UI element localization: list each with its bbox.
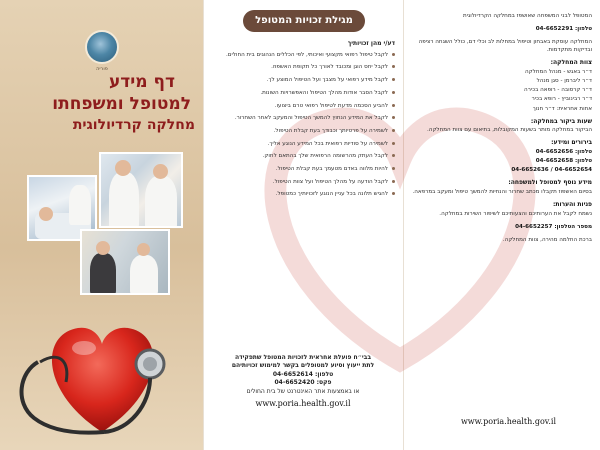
cover-title-line1: דף מידע bbox=[108, 72, 175, 92]
contact-site-note: או באמצעות אתר האינטרנט של בית החולים bbox=[246, 387, 360, 395]
website-link[interactable]: www.poria.health.gov.il bbox=[255, 398, 351, 408]
staff-item: ד״ר באגש - מנהל המחלקה bbox=[525, 69, 592, 76]
final-text: ברכת החלמה מהירה, צוות המחלקה. bbox=[502, 237, 592, 244]
department-info-text bbox=[412, 12, 592, 249]
photo-consultation bbox=[80, 229, 170, 295]
list-item: להביע הסכמה מדעת לטיפול רפואי טרם ביצועו. bbox=[211, 102, 395, 110]
contact-line-2: לתת ייעוץ וסיוע למטופלים בקשר למימוש זכויותיהם bbox=[231, 362, 375, 370]
staff-item: ד״ר ליברמן - סגן מנהל bbox=[536, 78, 592, 85]
list-item: להיות מלווה באדם מטעמך בעת קבלת הטיפול. bbox=[211, 165, 395, 173]
contact-fax: פקס: 04-6652420 bbox=[274, 379, 332, 387]
feedback-text: נשמח לקבל את הערותיכם והצעותיכם לשיפור השירות במחלקה. bbox=[439, 210, 592, 217]
feedback-title: פניות והערות: bbox=[552, 201, 592, 209]
list-item: לקבל הסבר אודות מהלך הטיפול והאפשרויות השונות. bbox=[211, 89, 395, 97]
final-phone: מספר הטלפון: 04-6652257 bbox=[515, 224, 592, 231]
rights-list bbox=[211, 40, 395, 203]
staff-item: ד״ר קרסובה - רופאה בכירה bbox=[524, 87, 592, 94]
list-item: לקבל את המידע הנחוץ להמשך הטיפול והמעקב לאחר השחרור. bbox=[211, 114, 395, 122]
list-item: לקבל העתק מהרשומה הרפואית שלך בהתאם לחוק. bbox=[211, 152, 395, 160]
rights-heading: מגילת זכויות המטופל bbox=[243, 10, 365, 32]
cover-title-line3: מחלקה קרדיולוגית bbox=[72, 117, 195, 133]
rights-subheading: דע/י מהן זכויותיך bbox=[347, 40, 395, 47]
list-item: לקבל מידע רפואי על מצבך ועל הטיפול המוצע לך. bbox=[211, 76, 395, 84]
cover-title-line2: למטופל ומשפחתו bbox=[52, 94, 191, 114]
department-info-panel bbox=[405, 0, 600, 450]
contact-phone: טלפון: 04-6652614 bbox=[272, 370, 334, 378]
contact-title: בירורים ומידע: bbox=[551, 139, 592, 147]
list-item: להגיש תלונה בכל עניין הנוגע לזכויותיך כמטופל. bbox=[211, 190, 395, 198]
list-item: לשמירה על סודיות רפואית בכל המידע הנוגע אליך. bbox=[211, 140, 395, 148]
list-item: לקבל יחס הוגן ומכובד לאורך כל תקופת האשפוז. bbox=[211, 63, 395, 71]
contact-phone-3: 04-6652654 / 04-6652636 bbox=[511, 167, 592, 174]
list-item: לשמירה על פרטיותך וכבודך בעת קבלת הטיפול. bbox=[211, 127, 395, 135]
intro-text: המטופל לבני המשפחה שאושפז במחלקה הקרדיולוגית bbox=[463, 13, 592, 19]
list-item: לקבל טיפול רפואי מקצועי ואיכותי, לפי הכללים הנהוגים בית החולים. bbox=[211, 51, 395, 59]
department-phone: טלפון: 04-6652291 bbox=[535, 26, 592, 33]
logo-caption: פוריה bbox=[96, 66, 108, 72]
list-item: לקבל הודעה על מהלך הטיפול ועל צוות הטיפול. bbox=[211, 178, 395, 186]
visiting-text: הביקור במחלקה מותר בשעות המקובלות, בתיאום עם צוות המחלקה. bbox=[427, 127, 592, 134]
contact-phone-1: טלפון: 04-6652656 bbox=[535, 149, 592, 156]
staff-item: ד״ר רבינוביץ - רופא בכיר bbox=[531, 96, 592, 103]
heart-stethoscope-illustration bbox=[0, 292, 203, 450]
website-link-right[interactable]: www.poria.health.gov.il bbox=[460, 417, 556, 426]
department-description: המחלקה עוסקת באבחון וטיפול במחלות לב וכלי דם, כולל השגחה רציפה ובדיקות מתקדמות. bbox=[418, 39, 592, 54]
rights-panel bbox=[205, 0, 403, 450]
cover-panel bbox=[0, 0, 203, 450]
hospital-logo bbox=[85, 30, 119, 64]
staff-title: צוות המחלקה: bbox=[550, 59, 592, 67]
notes-text: בסיום האשפוז תקבלו מכתב שחרור והנחיות להמשך טיפול ומעקב במרפאה. bbox=[412, 189, 592, 196]
staff-item: אחות אחראית: ד״ר חנוך bbox=[532, 105, 592, 112]
photo-doctors bbox=[99, 152, 183, 228]
contact-line-1: בבי״ח פועלת אחראית לזכויות המטופל שתפקידה bbox=[235, 354, 371, 361]
visiting-title: שעות ביקור במחלקה: bbox=[530, 117, 592, 125]
contact-phone-2: טלפון: 04-6652658 bbox=[535, 158, 592, 165]
rights-contact-block bbox=[211, 354, 395, 409]
notes-title: מידע נוסף למטופל ולמשפחה: bbox=[508, 179, 592, 187]
